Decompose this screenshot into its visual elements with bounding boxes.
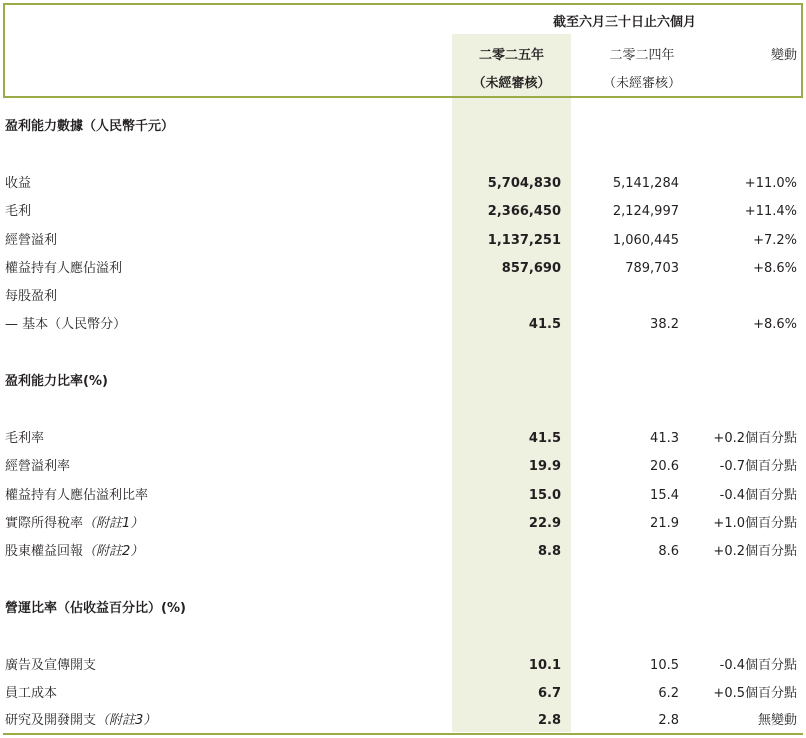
cell-change-gross-profit: +11.4% xyxy=(744,204,797,219)
cell-2025-gross-margin: 41.5 xyxy=(528,431,561,446)
table-bottom-rule xyxy=(3,733,803,735)
section-title-profitability-ratios: 盈利能力比率(%) xyxy=(5,374,108,389)
tax-rate-note: （附註1） xyxy=(83,516,144,531)
section-title-operating-ratios: 營運比率（佔收益百分比）(%) xyxy=(5,601,186,616)
column-header-2024: 二零二四年 xyxy=(609,48,675,63)
cell-change-revenue: +11.0% xyxy=(744,176,797,191)
cell-change-roe: +0.2個百分點 xyxy=(713,544,797,559)
cell-2025-roe: 8.8 xyxy=(537,544,561,559)
cell-2025-eps-basic: 41.5 xyxy=(528,317,561,332)
cell-2025-operating-margin: 19.9 xyxy=(528,459,561,474)
cell-change-tax-rate: +1.0個百分點 xyxy=(713,516,797,531)
column-subheader-2025: （未經審核） xyxy=(472,76,551,91)
cell-change-operating-margin: -0.7個百分點 xyxy=(719,459,797,474)
cell-2025-staff-cost: 6.7 xyxy=(537,686,561,701)
cell-2024-gross-profit: 2,124,997 xyxy=(612,204,679,219)
cell-2024-gross-margin: 41.3 xyxy=(650,431,679,446)
cell-change-profit-attributable: +8.6% xyxy=(753,261,797,276)
tax-rate-label-text: 實際所得稅率 xyxy=(5,516,84,531)
cell-2024-revenue: 5,141,284 xyxy=(612,176,679,191)
cell-change-net-margin: -0.4個百分點 xyxy=(719,488,797,503)
cell-2024-roe: 8.6 xyxy=(658,544,679,559)
rnd-label-text: 研究及開發開支 xyxy=(5,713,97,728)
cell-2025-gross-profit: 2,366,450 xyxy=(487,204,561,219)
cell-2024-tax-rate: 21.9 xyxy=(650,516,679,531)
cell-2024-eps-basic: 38.2 xyxy=(650,317,679,332)
column-header-2025: 二零二五年 xyxy=(478,48,544,63)
row-label-tax-rate xyxy=(5,515,143,533)
cell-2024-rnd: 2.8 xyxy=(658,713,679,728)
row-label-advertising: 廣告及宣傳開支 xyxy=(5,658,97,673)
row-label-net-margin: 權益持有人應佔溢利比率 xyxy=(5,488,149,503)
row-label-gross-margin: 毛利率 xyxy=(5,431,45,446)
cell-2024-advertising: 10.5 xyxy=(650,658,679,673)
period-heading: 截至六月三十日止六個月 xyxy=(552,15,696,30)
cell-2024-operating-margin: 20.6 xyxy=(650,459,679,474)
cell-change-eps-basic: +8.6% xyxy=(753,317,797,332)
cell-2024-staff-cost: 6.2 xyxy=(658,686,679,701)
cell-change-staff-cost: +0.5個百分點 xyxy=(713,686,797,701)
cell-2024-operating-profit: 1,060,445 xyxy=(612,233,679,248)
row-label-gross-profit: 毛利 xyxy=(5,204,32,219)
cell-2025-revenue: 5,704,830 xyxy=(487,176,561,191)
roe-label-text: 股東權益回報 xyxy=(5,544,84,559)
rnd-note: （附註3） xyxy=(96,713,157,728)
cell-2025-advertising: 10.1 xyxy=(528,658,561,673)
row-label-rnd xyxy=(5,712,156,730)
section-title-profitability-data: 盈利能力數據（人民幣千元） xyxy=(5,119,175,134)
current-period-highlight xyxy=(452,34,571,732)
row-label-profit-attributable: 權益持有人應佔溢利 xyxy=(5,261,123,276)
row-label-eps-basic: — 基本（人民幣分） xyxy=(5,317,127,332)
row-label-operating-profit: 經營溢利 xyxy=(5,233,58,248)
row-label-operating-margin: 經營溢利率 xyxy=(5,459,71,474)
cell-2025-operating-profit: 1,137,251 xyxy=(487,233,561,248)
cell-2025-profit-attributable: 857,690 xyxy=(501,261,561,276)
cell-2024-net-margin: 15.4 xyxy=(650,488,679,503)
cell-change-advertising: -0.4個百分點 xyxy=(719,658,797,673)
row-label-staff-cost: 員工成本 xyxy=(5,686,58,701)
cell-2025-tax-rate: 22.9 xyxy=(528,516,561,531)
column-subheader-2024: （未經審核） xyxy=(602,76,681,91)
roe-note: （附註2） xyxy=(83,544,144,559)
row-label-eps-heading: 每股盈利 xyxy=(5,289,58,304)
cell-change-rnd: 無變動 xyxy=(757,713,797,728)
cell-change-gross-margin: +0.2個百分點 xyxy=(713,431,797,446)
column-header-change: 變動 xyxy=(770,48,797,63)
cell-2025-net-margin: 15.0 xyxy=(528,488,561,503)
row-label-roe xyxy=(5,543,143,561)
row-label-revenue: 收益 xyxy=(5,176,32,191)
cell-change-operating-profit: +7.2% xyxy=(753,233,797,248)
cell-2024-profit-attributable: 789,703 xyxy=(625,261,679,276)
cell-2025-rnd: 2.8 xyxy=(537,713,561,728)
